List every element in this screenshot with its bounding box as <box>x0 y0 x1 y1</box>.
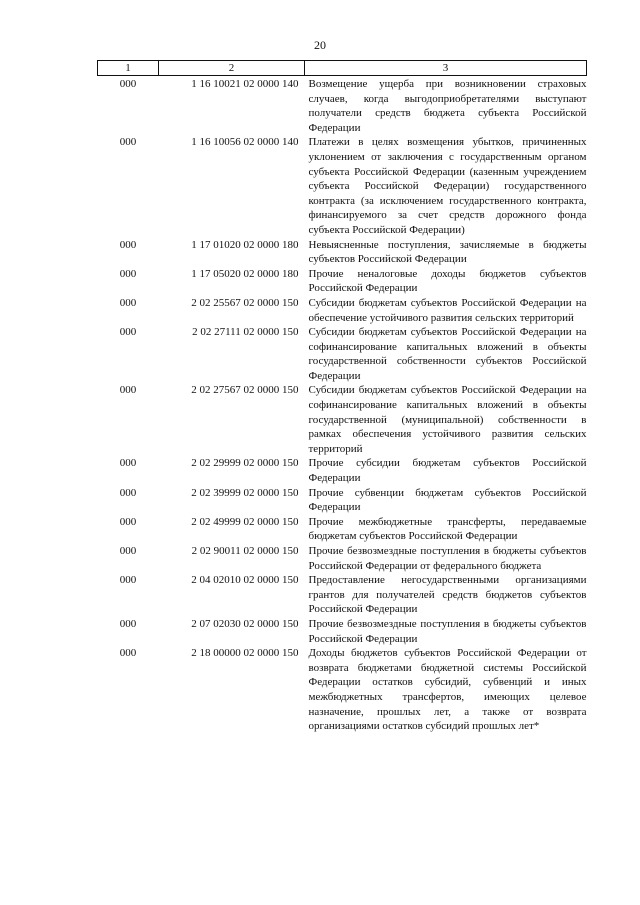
table-row <box>98 456 587 485</box>
budget-code-cell: 1 17 05020 02 0000 180 <box>191 267 299 280</box>
admin-code-cell: 000 <box>119 78 137 90</box>
page-number: 20 <box>314 38 326 52</box>
budget-code-cell: 1 16 10056 02 0000 140 <box>191 136 299 149</box>
admin-code-cell: 000 <box>119 457 137 470</box>
table-row <box>98 617 587 646</box>
admin-code-cell: 000 <box>119 136 137 149</box>
budget-code-cell: 2 02 25567 02 0000 150 <box>191 296 299 309</box>
column-header-1: 1 <box>98 61 159 76</box>
budget-code-cell: 2 02 27111 02 0000 150 <box>192 326 299 339</box>
revenue-name-cell: Прочие безвозмездные поступления в бюджеты субъектов Российской Федерации от федерального бюджета <box>308 545 587 572</box>
admin-code-cell: 000 <box>119 267 137 280</box>
admin-code-cell: 000 <box>119 326 137 339</box>
revenue-codes-table <box>97 60 587 734</box>
budget-code-cell: 2 07 02030 02 0000 150 <box>191 617 299 630</box>
table-header-row <box>98 61 587 76</box>
admin-code-cell: 000 <box>119 486 137 499</box>
table-row <box>98 573 587 617</box>
budget-code-cell: 2 02 49999 02 0000 150 <box>191 515 299 528</box>
table-row <box>98 544 587 573</box>
revenue-name-cell: Предоставление негосударственными организациями грантов для получателей средств бюджетов субъектов Российской Федерации <box>308 574 587 616</box>
table-row <box>98 646 587 734</box>
revenue-name-cell: Прочие безвозмездные поступления в бюджеты субъектов Российской Федерации <box>308 617 587 645</box>
admin-code-cell: 000 <box>119 647 137 660</box>
table-row <box>98 267 587 296</box>
budget-code-cell: 2 18 00000 02 0000 150 <box>191 647 299 660</box>
revenue-name-cell: Прочие неналоговые доходы бюджетов субъектов Российской Федерации <box>308 267 587 295</box>
table-row <box>98 296 587 325</box>
budget-code-cell: 2 02 90011 02 0000 150 <box>191 545 299 557</box>
admin-code-cell: 000 <box>119 574 137 587</box>
admin-code-cell: 000 <box>119 296 137 309</box>
budget-code-cell: 2 02 39999 02 0000 150 <box>191 486 299 499</box>
table-row <box>98 135 587 237</box>
column-header-3: 3 <box>305 61 587 76</box>
revenue-name-cell: Невыясненные поступления, зачисляемые в бюджеты субъектов Российской Федерации <box>308 238 587 266</box>
revenue-name-cell: Субсидии бюджетам субъектов Российской Федерации на обеспечение устойчивого развития сельских территорий <box>308 296 587 324</box>
table-row <box>98 325 587 383</box>
table-row <box>98 383 587 456</box>
revenue-name-cell: Субсидии бюджетам субъектов Российской Федерации на софинансирование капитальных вложений в объекты государственной (муниципальной) собственности в рамках обеспечения устойчивого развития сельских территорий <box>308 384 587 455</box>
revenue-name-cell: Прочие субвенции бюджетам субъектов Российской Федерации <box>308 486 587 514</box>
revenue-name-cell: Прочие межбюджетные трансферты, передаваемые бюджетам субъектов Российской Федерации <box>308 515 587 543</box>
revenue-name-cell: Возмещение ущерба при возникновении страховых случаев, когда выгодоприобретателями выступают получатели средств бюджета субъекта Российской Федерации <box>308 78 587 134</box>
budget-code-cell: 1 17 01020 02 0000 180 <box>191 238 299 251</box>
budget-code-cell: 1 16 10021 02 0000 140 <box>191 78 299 90</box>
admin-code-cell: 000 <box>119 384 137 397</box>
budget-code-cell: 2 02 29999 02 0000 150 <box>191 457 299 470</box>
table-row <box>98 238 587 267</box>
revenue-name-cell: Прочие субсидии бюджетам субъектов Российской Федерации <box>308 457 587 485</box>
table-row <box>98 515 587 544</box>
revenue-name-cell: Платежи в целях возмещения убытков, причиненных уклонением от заключения с государственным органом субъекта Российской Федерации (казенным учреждением субъекта Российской Федерации) государственного контракта (за исключением государственного контракта, финансируемого за счет средств дорожного фонда субъекта Российской Федерации) <box>308 136 587 236</box>
admin-code-cell: 000 <box>119 617 137 630</box>
budget-code-cell: 2 02 27567 02 0000 150 <box>191 384 299 397</box>
table-row <box>98 486 587 515</box>
admin-code-cell: 000 <box>119 238 137 251</box>
revenue-name-cell: Доходы бюджетов субъектов Российской Федерации от возврата бюджетами бюджетной системы Российской Федерации остатков субсидий, субвенций и иных межбюджетных трансфертов, имеющих целевое назначение, прошлых лет, а также от возврата организациями остатков субсидий прошлых лет* <box>308 647 587 733</box>
budget-code-cell: 2 04 02010 02 0000 150 <box>191 574 299 587</box>
column-header-2: 2 <box>159 61 305 76</box>
revenue-name-cell: Субсидии бюджетам субъектов Российской Федерации на софинансирование капитальных вложений в объекты государственной собственности субъектов Российской Федерации <box>308 326 587 382</box>
admin-code-cell: 000 <box>119 515 137 528</box>
admin-code-cell: 000 <box>119 545 137 557</box>
table-row <box>98 76 587 136</box>
